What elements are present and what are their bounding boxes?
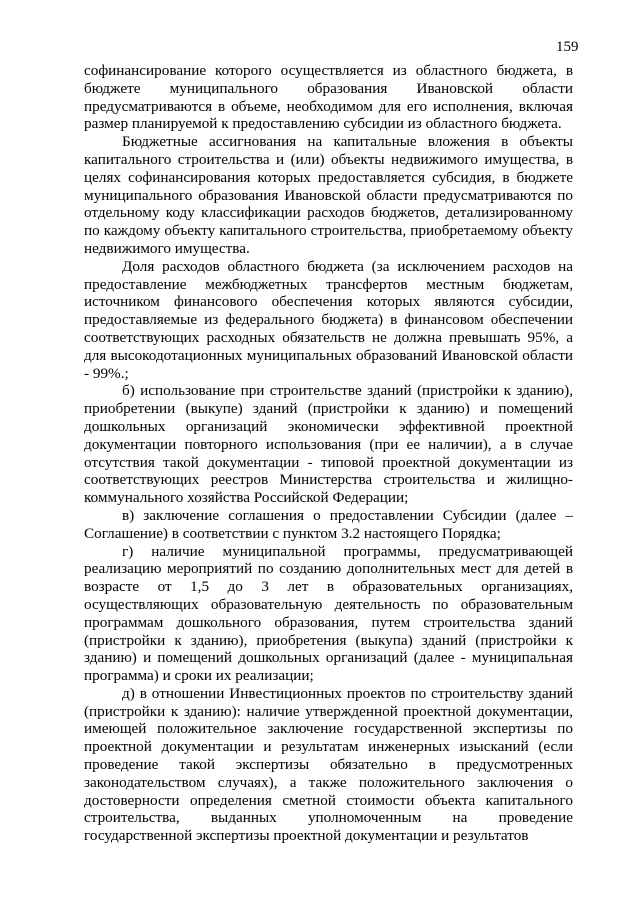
paragraph-regional-budget-share: Доля расходов областного бюджета (за исключением расходов на предоставление межбюджетных трансфертов местным бюджетам, источником финансового обеспечения которых являются субсидии, предоставляемые из федерального бюджета) в финансовом обеспечении соответствующих расходных обязательств не должна превышать 95%, а для высокодотационных муниципальных образований Ивановской области - 99%.; bbox=[84, 257, 573, 382]
page-number: 159 bbox=[556, 39, 579, 55]
paragraph-item-v: в) заключение соглашения о предоставлении Субсидии (далее – Соглашение) в соответствии с пунктом 3.2 настоящего Порядка; bbox=[84, 506, 573, 542]
paragraph-item-g: г) наличие муниципальной программы, предусматривающей реализацию мероприятий по созданию дополнительных мест для детей в возрасте от 1,5 до 3 лет в образовательных организациях, осуществляющих образовательную деятельность по образовательным программам дошкольного образования, путем строительства зданий (пристройки к зданию), приобретения (выкупа) зданий (пристройки к зданию) и помещений дошкольных организаций (далее - муниципальная программа) и сроки их реализации; bbox=[84, 542, 573, 685]
paragraph-continuation: софинансирование которого осуществляется из областного бюджета, в бюджете муниципального образования Ивановской области предусматриваются в объеме, необходимом для его исполнения, включая размер планируемой к предоставлению субсидии из областного бюджета. bbox=[84, 62, 573, 133]
paragraph-item-b: б) использование при строительстве зданий (пристройки к зданию), приобретении (выкупе) зданий (пристройки к зданию) и помещений дошкольных организаций экономически эффективной проектной документации повторного использования (при ее наличии), а в случае отсутствия такой документации - типовой проектной документации из соответствующих реестров Министерства строительства и жилищно-коммунального хозяйства Российской Федерации; bbox=[84, 382, 573, 507]
document-body bbox=[84, 62, 573, 845]
paragraph-budget-allocations: Бюджетные ассигнования на капитальные вложения в объекты капитального строительства и (или) объекты недвижимого имущества, в целях софинансирования которых предоставляется субсидия, в бюджете муниципального образования Ивановской области предусматриваются по отдельному коду классификации расходов бюджетов, детализированному по каждому объекту капитального строительства, приобретаемому объекту недвижимого имущества. bbox=[84, 133, 573, 257]
paragraph-item-d: д) в отношении Инвестиционных проектов по строительству зданий (пристройки к зданию): наличие утвержденной проектной документации, имеющей положительное заключение государственной экспертизы по проектной документации и результатам инженерных изысканий (если проведение такой экспертизы обязательно в предусмотренных законодательством случаях), а также положительного заключения о достоверности определения сметной стоимости объекта капитального строительства, выданных уполномоченным на проведение государственной экспертизы проектной документации и результатов bbox=[84, 684, 573, 845]
